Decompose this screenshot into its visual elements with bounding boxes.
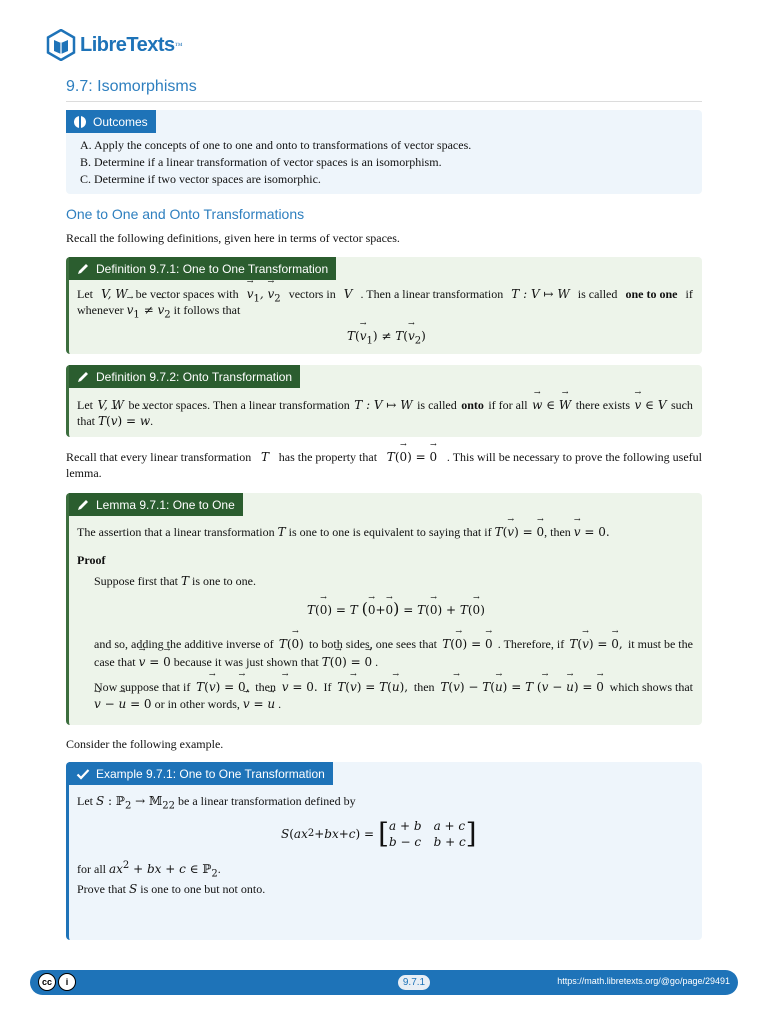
- def2-math-eq: T(→ v) = → w: [98, 414, 150, 428]
- example-text-3: for all: [77, 862, 106, 876]
- def2-math-map: T : V ↦ W: [354, 398, 413, 412]
- proof-line-3: [94, 654, 378, 670]
- proof-text-2a: and so, adding the additive inverse of: [94, 637, 274, 651]
- outcome-item-c: C. Determine if two vector spaces are isomorphic.: [80, 172, 321, 186]
- example-text-2: be a linear transformation defined by: [178, 794, 356, 808]
- proof-math-tv0b: T(→ v) = → 0,: [196, 679, 249, 695]
- proof-math-v0: → v = → 0: [139, 655, 171, 669]
- proof-text-3b: because it was just shown that: [173, 655, 319, 669]
- def1-text-3: vectors in: [288, 287, 336, 301]
- proof-line-5: [94, 696, 281, 712]
- def2-text-8: .: [150, 414, 154, 428]
- definition-one-to-one-line2: [77, 302, 240, 323]
- recall-text-1: Recall that every linear transformation: [66, 450, 252, 464]
- definition-onto-header: [69, 365, 300, 388]
- proof-math-tvtu: T(→ v) = T(→ u),: [337, 679, 408, 695]
- proof-text-4a: Now suppose that if: [94, 680, 191, 694]
- def2-math-w: → w ∈ → W: [532, 397, 571, 413]
- proof-text-1: Suppose first that: [94, 574, 178, 588]
- consider-text: Consider the following example.: [66, 737, 224, 751]
- proof-math-tv0: T(→ v) = → 0,: [569, 636, 622, 652]
- proof-text-2b: to both sides, one sees that: [309, 637, 438, 651]
- def2-bold-term: onto: [461, 398, 484, 412]
- page-title: 9.7: Isomorphisms: [66, 78, 197, 95]
- footer-page-number: 9.7.1: [398, 975, 430, 990]
- recall-text-2: has the property that: [278, 450, 378, 464]
- example-header: [69, 762, 333, 785]
- pencil-icon: [75, 261, 91, 277]
- definition-one-to-one-header: [69, 257, 336, 280]
- def2-text-3: is called: [417, 398, 457, 412]
- proof-text-4e: which shows that: [609, 680, 693, 694]
- proof-math-v00: → v = 0.: [282, 679, 318, 695]
- def1-math-map: T : V ↦ W: [511, 287, 570, 301]
- example-line-1: [77, 793, 356, 814]
- def2-text-1: Let: [77, 398, 93, 412]
- def2-math-v: → v ∈ V: [635, 397, 667, 413]
- def1-math-vw: V, W: [101, 287, 128, 301]
- pencil-icon: [75, 497, 91, 513]
- example-box: [66, 762, 702, 940]
- lemma-text-3: , then: [544, 525, 571, 539]
- proof-text-2c: . Therefore, if: [497, 637, 565, 651]
- page-footer: [30, 970, 738, 995]
- example-line-3: [77, 858, 221, 882]
- def2-text-4: if for all: [488, 398, 528, 412]
- footer-url-link[interactable]: https://math.libretexts.org/@go/page/29491: [557, 976, 730, 986]
- lemma-label: Lemma 9.7.1: One to One: [96, 497, 235, 512]
- proof-text-4c: If: [323, 680, 332, 694]
- def1-math-v1v2: → $v_1$, → $v_2$: [247, 286, 281, 307]
- proof-math-t00: T(→ 0) = → 0: [322, 655, 372, 669]
- def1-text-1: Let: [77, 287, 93, 301]
- section-intro: Recall the following definitions, given here in terms of vector spaces.: [66, 231, 400, 245]
- lemma-header: [69, 493, 243, 516]
- def2-text-5: there exists: [575, 398, 631, 412]
- pencil-icon: [75, 369, 91, 385]
- outcomes-box: [66, 110, 702, 194]
- proof-display-equation: T(→ 0) = T (→ 0+→ 0) = T(→ 0) + T(→ 0): [307, 601, 485, 618]
- creative-commons-icon[interactable]: cc: [38, 973, 56, 991]
- example-text-4: .: [217, 862, 221, 876]
- def1-text-7: whenever: [77, 303, 124, 317]
- lemma-text-2: is one to one is equivalent to saying that if: [288, 525, 492, 539]
- def2-text-2: be vector spaces. Then a linear transformation: [128, 398, 350, 412]
- proof-text-4d: then: [413, 680, 435, 694]
- proof-math-t0b: T(→ 0) = → 0: [442, 636, 492, 652]
- lemma-text-1: The assertion that a linear transformation: [77, 525, 275, 539]
- proof-math-vu: → v = → u: [243, 697, 275, 711]
- recall-paragraph-line1: [66, 449, 702, 465]
- definition-onto-box: [66, 365, 702, 437]
- attribution-icon[interactable]: i: [58, 973, 76, 991]
- logo-trademark: ™: [174, 40, 183, 50]
- example-line-4: [77, 881, 265, 897]
- recall-text-3: . This will be necessary to prove the following useful: [446, 450, 702, 464]
- proof-math-vu0: → v − → u = 0: [94, 697, 152, 711]
- proof-text-5a: or in other words,: [154, 697, 240, 711]
- proof-line-2: [94, 636, 693, 652]
- libretexts-logo-icon: [46, 29, 76, 61]
- section-heading: One to One and Onto Transformations: [66, 206, 305, 222]
- lemma-statement: [77, 524, 610, 540]
- outcome-item-a: A. Apply the concepts of one to one and onto to transformations of vector spaces.: [80, 138, 472, 152]
- def1-text-4: . Then a linear transformation: [360, 287, 504, 301]
- lemma-math-concl: → v = 0.: [574, 525, 610, 539]
- libretexts-logo[interactable]: [46, 28, 183, 62]
- definition-onto-label: Definition 9.7.2: Onto Transformation: [96, 369, 293, 384]
- definition-one-to-one-label: Definition 9.7.1: One to One Transformation: [96, 261, 329, 276]
- example-display-equation: S ( ax 2 + bx + c ) = [ a + b a + c b − c b + c ]: [281, 817, 477, 850]
- checkmark-icon: [75, 766, 91, 782]
- outcomes-icon: [72, 114, 88, 130]
- def2-text-7: that: [77, 414, 95, 428]
- recall-math-t: T: [261, 450, 270, 464]
- proof-label: Proof: [77, 553, 106, 567]
- example-text-5: Prove that: [77, 882, 126, 896]
- proof-text-3a: case that: [94, 655, 136, 669]
- recall-paragraph-line2: lemma.: [66, 466, 102, 480]
- def1-text-5: is called: [577, 287, 618, 301]
- def2-math-vw: V, W: [97, 398, 124, 412]
- def1-bold-term: one to one: [625, 287, 678, 301]
- example-label: Example 9.7.1: One to One Transformation: [96, 766, 325, 781]
- outcome-item-b: B. Determine if a linear transformation of vector spaces is an isomorphism.: [80, 155, 442, 169]
- outcomes-label: Outcomes: [93, 114, 148, 129]
- proof-text-5b: .: [278, 697, 282, 711]
- example-text-1: Let: [77, 794, 93, 808]
- proof-text-1b: is one to one.: [192, 574, 257, 588]
- def2-text-6: such: [670, 398, 693, 412]
- proof-math-t0a: T(→ 0): [279, 636, 304, 652]
- example-math-map: S : ℙ$_2$ → 𝕄$_{22}$: [96, 794, 176, 812]
- definition-onto-line1: [77, 397, 693, 413]
- proof-text-4b: then: [255, 680, 276, 694]
- proof-text-2d: it must be the: [627, 637, 693, 651]
- example-math-poly: $ax^2$ + bx + c ∈ ℙ$_2$: [109, 860, 218, 880]
- recall-math-eq: T(→ 0) = → 0: [387, 449, 437, 465]
- def1-math-v: V: [343, 287, 353, 301]
- definition-one-to-one-box: [66, 257, 702, 354]
- proof-math-diff: T(→ v) − T(→ u) = T (→ v − → u) = → 0: [440, 679, 604, 695]
- definition-onto-line2: [77, 413, 153, 429]
- proof-line-4: [94, 679, 693, 695]
- example-text-6: is one to one but not onto.: [140, 882, 266, 896]
- proof-math-t: T: [181, 574, 190, 588]
- def1-display-equation: $T(\to v_1) \ne T(\to v_2)$: [347, 328, 426, 349]
- def1-math-neq: → $v_1$ ≠ → $v_2$: [127, 303, 171, 317]
- outcomes-header: [66, 110, 156, 133]
- example-math-s: S: [129, 882, 138, 896]
- proof-line-1: [94, 573, 256, 589]
- title-divider: [66, 101, 702, 102]
- lemma-box: [66, 493, 702, 725]
- lemma-math-cond: T(→ v) = → 0: [495, 525, 545, 539]
- lemma-math-t: T: [277, 525, 286, 539]
- logo-text: LibreTexts: [80, 33, 175, 56]
- def1-text-6: if: [685, 287, 693, 301]
- proof-text-3c: .: [375, 655, 379, 669]
- def1-text-2: be vector spaces with: [135, 287, 239, 301]
- def1-text-8: it follows that: [173, 303, 241, 317]
